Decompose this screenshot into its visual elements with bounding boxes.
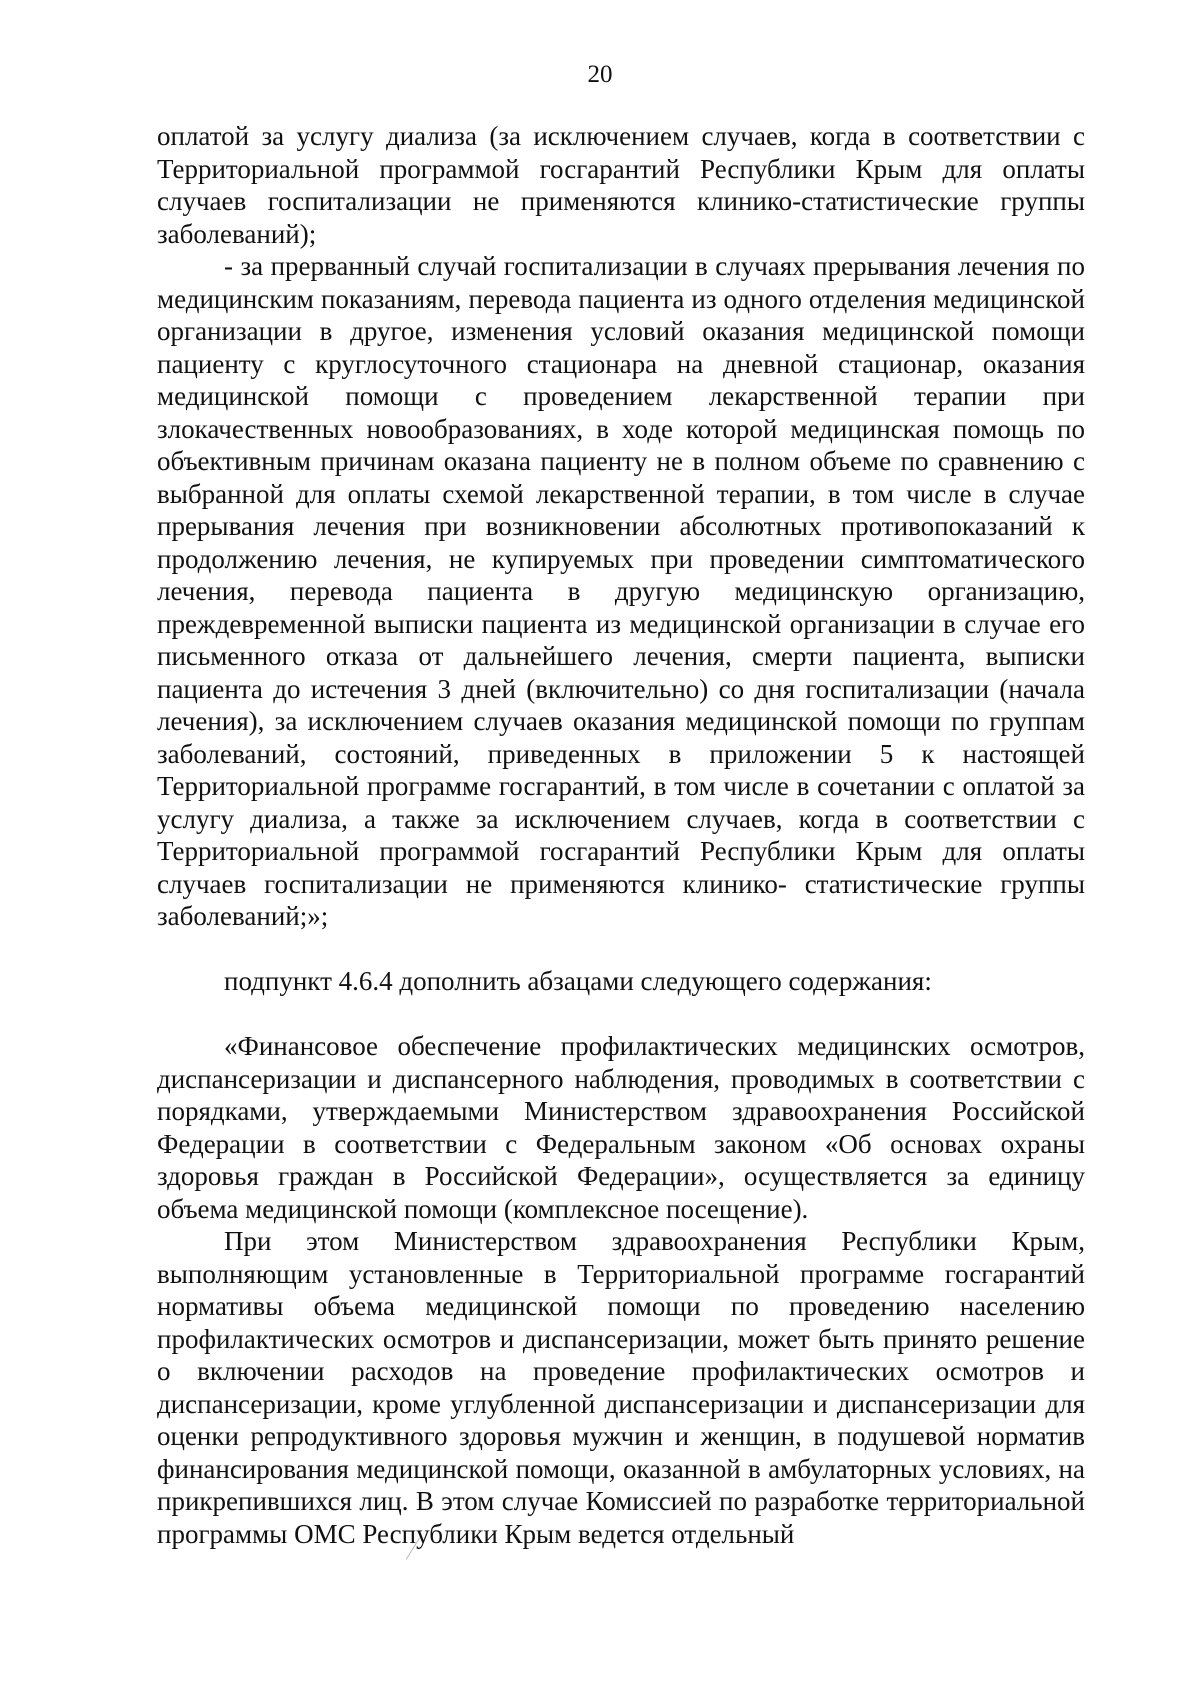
document-body (157, 120, 1085, 1550)
page-number: 20 (587, 61, 613, 88)
paragraph-interrupted-case: - за прерванный случай госпитализации в случаях прерывания лечения по медицинским показаниям, перевода пациента из одного отделения медицинской организации в другое, изменения условий оказания медицинской помощи пациенту с круглосуточного стационара на дневной стационар, оказания медицинской помощи с проведением лекарственной терапии при злокачественных новообразованиях, в ходе которой медицинская помощь по объективным причинам оказана пациенту не в полном объеме по сравнению с выбранной для оплаты схемой лекарственной терапии, в том числе в случае прерывания лечения при возникновении абсолютных противопоказаний к продолжению лечения, не купируемых при проведении симптоматического лечения, перевода пациента в другую медицинскую организацию, преждевременной выписки пациента из медицинской организации в случае его письменного отказа от дальнейшего лечения, смерти пациента, выписки пациента до истечения 3 дней (включительно) со дня госпитализации (начала лечения), за исключением случаев оказания медицинской помощи по группам заболеваний, состояний, приведенных в приложении 5 к настоящей Территориальной программе госгарантий, в том числе в сочетании с оплатой за услугу диализа, а также за исключением случаев, когда в соответствии с Территориальной программой госгарантий Республики Крым для оплаты случаев госпитализации не применяются клинико- статистические группы заболеваний;»; (157, 251, 1085, 931)
paragraph-continuation: оплатой за услугу диализа (за исключением случаев, когда в соответствии с Территориальной программой госгарантий Республики Крым для оплаты случаев госпитализации не применяются клинико-статистические группы заболеваний); (157, 121, 1085, 249)
paragraph-subclause-amendment: подпункт 4.6.4 дополнить абзацами следующего содержания: (224, 966, 932, 996)
paragraph-ministry-decision: При этом Министерством здравоохранения Республики Крым, выполняющим установленные в Территориальной программе госгарантий нормативы объема медицинской помощи по проведению населению профилактических осмотров и диспансеризации, может быть принято решение о включении расходов на проведение профилактических осмотров и диспансеризации, кроме углубленной диспансеризации и диспансеризации для оценки репродуктивного здоровья мужчин и женщин, в подушевой норматив финансирования медицинской помощи, оказанной в амбулаторных условиях, на прикрепившихся лиц. В этом случае Комиссией по разработке территориальной программы ОМС Республики Крым ведется отдельный (157, 1226, 1085, 1549)
paragraph-financing: «Финансовое обеспечение профилактических медицинских осмотров, диспансеризации и диспансерного наблюдения, проводимых в соответствии с порядками, утверждаемыми Министерством здравоохранения Российской Федерации в соответствии с Федеральным законом «Об основах охраны здоровья граждан в Российской Федерации», осуществляется за единицу объема медицинской помощи (комплексное посещение). (157, 1031, 1085, 1224)
